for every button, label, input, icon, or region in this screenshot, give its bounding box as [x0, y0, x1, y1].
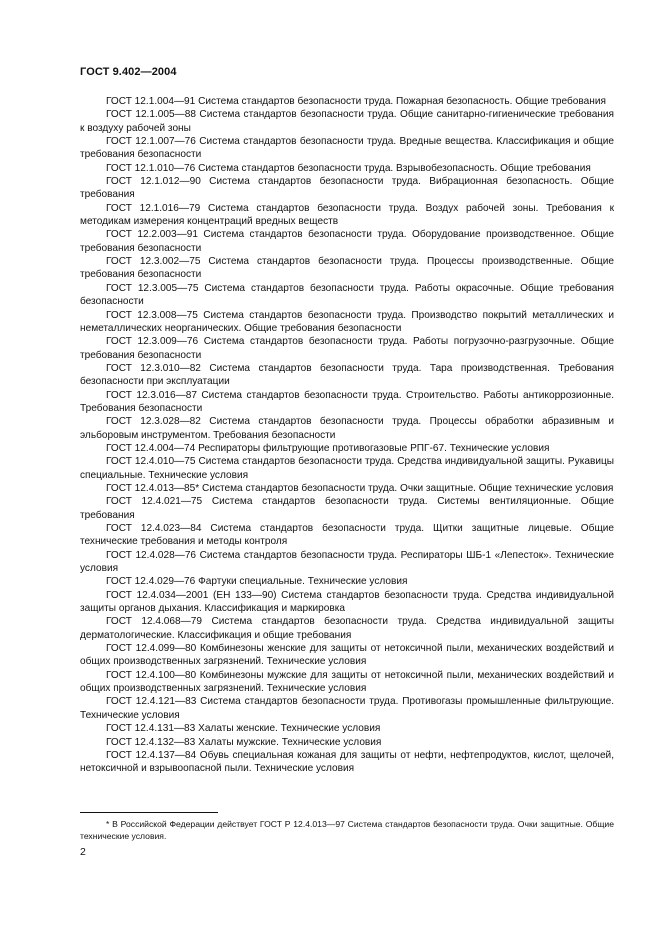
- reference-item: ГОСТ 12.3.002—75 Система стандартов безопасности труда. Процессы производственные. Общие требования безопасности: [80, 256, 614, 281]
- reference-item: ГОСТ 12.1.005—88 Система стандартов безопасности труда. Общие санитарно-гигиенические требования к воздуху рабочей зоны: [80, 109, 614, 134]
- footnote-divider: [80, 812, 218, 813]
- reference-item: ГОСТ 12.4.068—79 Система стандартов безопасности труда. Средства индивидуальной защиты дерматологические. Классификация и общие требования: [80, 616, 614, 641]
- reference-item: ГОСТ 12.3.009—76 Система стандартов безопасности труда. Работы погрузочно-разгрузочные. Общие требования безопасности: [80, 336, 614, 361]
- reference-item: ГОСТ 12.4.137—84 Обувь специальная кожаная для защиты от нефти, нефтепродуктов, кислот, щелочей, нетоксичной и взрывоопасной пыли. Технические условия: [80, 749, 614, 775]
- reference-item: ГОСТ 12.4.121—83 Система стандартов безопасности труда. Противогазы промышленные фильтрующие. Технические условия: [80, 696, 614, 721]
- footnote-text: * В Российской Федерации действует ГОСТ Р 12.4.013—97 Система стандартов безопасности труда. Очки защитные. Общие технические условия.: [80, 819, 614, 841]
- reference-item: ГОСТ 12.3.008—75 Система стандартов безопасности труда. Производство покрытий металлических и неметаллических неорганических. Общие требования безопасности: [80, 309, 614, 334]
- reference-item: ГОСТ 12.3.005—75 Система стандартов безопасности труда. Работы окрасочные. Общие требования безопасности: [80, 282, 614, 308]
- reference-item: ГОСТ 12.1.016—79 Система стандартов безопасности труда. Воздух рабочей зоны. Требования к методикам измерения концентраций вредных веществ: [80, 202, 614, 228]
- reference-item: ГОСТ 12.4.013—85* Система стандартов безопасности труда. Очки защитные. Общие технические условия: [106, 482, 614, 494]
- reference-item: ГОСТ 12.3.028—82 Система стандартов безопасности труда. Процессы обработки абразивным и эльборовым инструментом. Требования безопасности: [80, 416, 614, 441]
- reference-item: ГОСТ 12.4.029—76 Фартуки специальные. Технические условия: [106, 576, 408, 588]
- reference-item: ГОСТ 12.4.100—80 Комбинезоны мужские для защиты от нетоксичной пыли, механических воздействий и общих производственных загрязнений. Технические условия: [80, 669, 614, 695]
- reference-item: ГОСТ 12.2.003—91 Система стандартов безопасности труда. Оборудование производственное. Общие требования безопасности: [80, 229, 614, 254]
- reference-item: ГОСТ 12.1.010—76 Система стандартов безопасности труда. Взрывобезопасность. Общие требования: [106, 162, 591, 174]
- reference-item: ГОСТ 12.3.016—87 Система стандартов безопасности труда. Строительство. Работы антикоррозионные. Требования безопасности: [80, 389, 614, 414]
- reference-item: ГОСТ 12.4.131—83 Халаты женские. Технические условия: [106, 723, 381, 735]
- page-header-title: ГОСТ 9.402—2004: [80, 66, 177, 78]
- page-number: 2: [80, 846, 86, 858]
- normative-references-list: [80, 95, 614, 776]
- reference-item: ГОСТ 12.3.010—82 Система стандартов безопасности труда. Тара производственная. Требования безопасности при эксплуатации: [80, 362, 614, 388]
- reference-item: ГОСТ 12.4.021—75 Система стандартов безопасности труда. Системы вентиляционные. Общие требования: [80, 496, 614, 521]
- reference-item: ГОСТ 12.1.012—90 Система стандартов безопасности труда. Вибрационная безопасность. Общие требования: [80, 176, 614, 201]
- reference-item: ГОСТ 12.4.004—74 Респираторы фильтрующие противогазовые РПГ-67. Технические условия: [106, 442, 550, 454]
- reference-item: ГОСТ 12.4.099—80 Комбинезоны женские для защиты от нетоксичной пыли, механических воздействий и общих производственных загрязнений. Технические условия: [80, 643, 614, 668]
- reference-item: ГОСТ 12.4.034—2001 (ЕН 133—90) Система стандартов безопасности труда. Средства индивидуальной защиты органов дыхания. Классификация и маркировка: [80, 589, 614, 615]
- reference-item: ГОСТ 12.4.132—83 Халаты мужские. Технические условия: [106, 736, 382, 748]
- reference-item: ГОСТ 12.1.007—76 Система стандартов безопасности труда. Вредные вещества. Классификация и общие требования безопасности: [80, 136, 614, 161]
- reference-item: ГОСТ 12.4.023—84 Система стандартов безопасности труда. Щитки защитные лицевые. Общие технические требования и методы контроля: [80, 523, 614, 548]
- reference-item: ГОСТ 12.4.028—76 Система стандартов безопасности труда. Респираторы ШБ-1 «Лепесток». Технические условия: [80, 549, 614, 575]
- reference-item: ГОСТ 12.4.010—75 Система стандартов безопасности труда. Средства индивидуальной защиты. Рукавицы специальные. Технические условия: [80, 456, 614, 481]
- reference-item: ГОСТ 12.1.004—91 Система стандартов безопасности труда. Пожарная безопасность. Общие требования: [106, 96, 606, 107]
